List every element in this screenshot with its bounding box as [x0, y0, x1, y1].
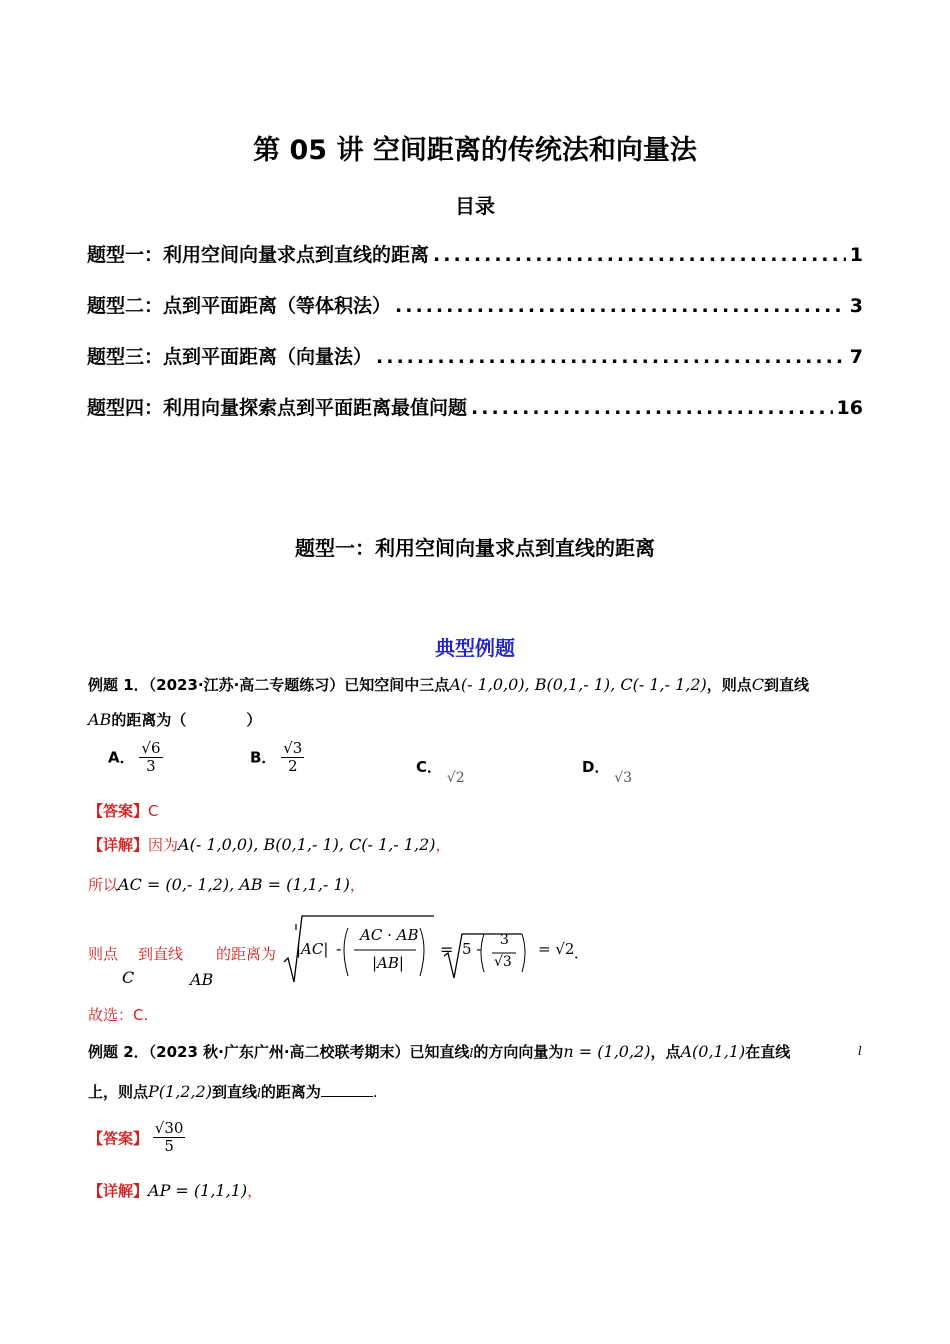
example-2-label: 例题 2．（2023 秋·广东广州·高二校联考期末）已知直线 [88, 1043, 470, 1061]
toc-item-page: 7 [849, 346, 863, 368]
answer-tag: 【答案】 [88, 802, 149, 820]
text: 在直线 [745, 1043, 791, 1061]
text: 的距离为（ ） [111, 711, 262, 729]
formula-5-minus: 5 - [462, 940, 482, 958]
toc-heading: 目录 [455, 194, 495, 218]
math-n: n = (1,0,2) [563, 1042, 651, 1061]
line3-label-a: 则点 [88, 945, 119, 963]
example-1-answer [88, 800, 159, 821]
toc-leader-dots [376, 346, 846, 368]
denominator: 3 [146, 757, 156, 776]
formula-den-sqrt3: √3 [494, 954, 512, 970]
toc-item-page: 1 [849, 244, 863, 266]
denominator: 5 [164, 1137, 174, 1156]
right-paren [420, 928, 424, 976]
toc-item-label: 题型四：利用向量探索点到平面距离最值问题 [87, 397, 468, 419]
toc-item[interactable] [87, 342, 863, 369]
line3-ab: AB [190, 970, 214, 989]
text: 到直线 [211, 1083, 257, 1101]
option-c[interactable] [416, 756, 465, 786]
toc-leader-dots [471, 397, 833, 419]
answer-value: C [148, 802, 159, 820]
option-b[interactable] [250, 740, 304, 776]
option-d[interactable] [582, 756, 633, 786]
toc-item-label: 题型三：点到平面距离（向量法） [87, 346, 373, 368]
fraction [139, 740, 162, 776]
text: 到直线 [764, 676, 810, 694]
detail-tag: 【详解】 [88, 836, 149, 854]
toc-leader-dots [433, 244, 846, 266]
example-2-question-line2 [88, 1081, 378, 1102]
denominator: 2 [288, 757, 298, 776]
left-paren [344, 928, 348, 976]
example-2-detail [88, 1180, 262, 1201]
toc-item-label: 题型二：点到平面距离（等体积法） [87, 295, 392, 317]
formula-period: ． [574, 944, 590, 962]
toc-leader-dots [395, 295, 846, 317]
option-a[interactable] [108, 740, 163, 776]
formula-equals: = [440, 940, 454, 959]
text: . [372, 1083, 378, 1101]
option-key: D． [582, 758, 610, 776]
math-l: l [257, 1086, 261, 1100]
text: 上，则点 [88, 1083, 149, 1101]
example-1-label: 例题 1．（2023·江苏·高二专题练习）已知空间中三点 [88, 676, 450, 694]
answer-tag: 【答案】 [88, 1129, 149, 1148]
numerator: √6 [141, 739, 161, 757]
toc-item[interactable] [87, 393, 863, 420]
formula-ac-abs: |AC| [296, 940, 329, 958]
detail-tag: 【详解】 [88, 1182, 149, 1200]
option-value: √3 [614, 770, 633, 786]
example-1-question [88, 674, 809, 695]
math: AC = (0,- 1,2), AB = (1,1,- 1) [118, 875, 350, 894]
document-title: 第 05 讲 空间距离的传统法和向量法 [253, 135, 697, 166]
example-1-detail-line1 [88, 834, 451, 855]
example-1-points: A(- 1,0,0), B(0,1,- 1), C(- 1,- 1,2) [449, 675, 707, 694]
text: 的方向向量为 [473, 1043, 564, 1061]
formula-num-3: 3 [500, 932, 509, 948]
math-a: A(0,1,1) [680, 1042, 746, 1061]
numerator: √3 [283, 739, 303, 757]
text: ，点 [650, 1043, 681, 1061]
text: ，则点 [706, 676, 752, 694]
fraction [281, 740, 304, 776]
formula-minus: - [336, 939, 342, 958]
fraction [153, 1120, 186, 1156]
math: AP = (1,1,1) [148, 1181, 248, 1200]
formula-dot-product: AC · AB [360, 926, 419, 944]
answer-blank[interactable] [321, 1096, 373, 1097]
section-heading: 题型一：利用空间向量求点到直线的距离 [295, 536, 655, 560]
line3-label-c: 的距离为 [216, 945, 277, 963]
text: 因为 [148, 836, 179, 854]
example-1-detail-line2 [88, 874, 365, 895]
math: A(- 1,0,0), B(0,1,- 1), C(- 1,- 1,2) [178, 835, 436, 854]
math-ab: AB [88, 710, 112, 729]
text: ， [247, 1182, 263, 1200]
toc-item-label: 题型一：利用空间向量求点到直线的距离 [87, 244, 430, 266]
toc-item-page: 16 [836, 397, 863, 419]
line3-label-b: 到直线 [138, 945, 184, 963]
option-key: A． [108, 748, 135, 767]
example-1-question-line2 [88, 709, 261, 730]
option-value: √2 [446, 770, 465, 786]
text: 的距离为 [260, 1083, 321, 1101]
math-l: l [469, 1046, 474, 1060]
formula-ab-abs: |AB| [372, 954, 404, 972]
right-paren [522, 934, 525, 972]
toc-item[interactable] [87, 240, 863, 267]
text: ， [349, 876, 365, 894]
option-key: C． [416, 758, 443, 776]
toc-item[interactable] [87, 291, 863, 318]
numerator: √30 [154, 1119, 184, 1137]
math-c: C [751, 675, 765, 694]
toc-item-page: 3 [849, 295, 863, 317]
typical-examples-heading: 典型例题 [435, 636, 515, 660]
math-p: P(1,2,2) [148, 1082, 212, 1101]
text: 所以 [88, 876, 119, 894]
example-2-question [88, 1041, 790, 1062]
left-paren [481, 934, 484, 972]
example-2-answer [88, 1120, 185, 1156]
formula-result: = √2 [538, 940, 575, 958]
option-key: B． [250, 748, 277, 767]
text: ， [435, 836, 451, 854]
math-l-end: l [858, 1044, 862, 1058]
line3-c: C [122, 968, 135, 987]
example-1-conclusion: 故选：C. [88, 1006, 149, 1024]
